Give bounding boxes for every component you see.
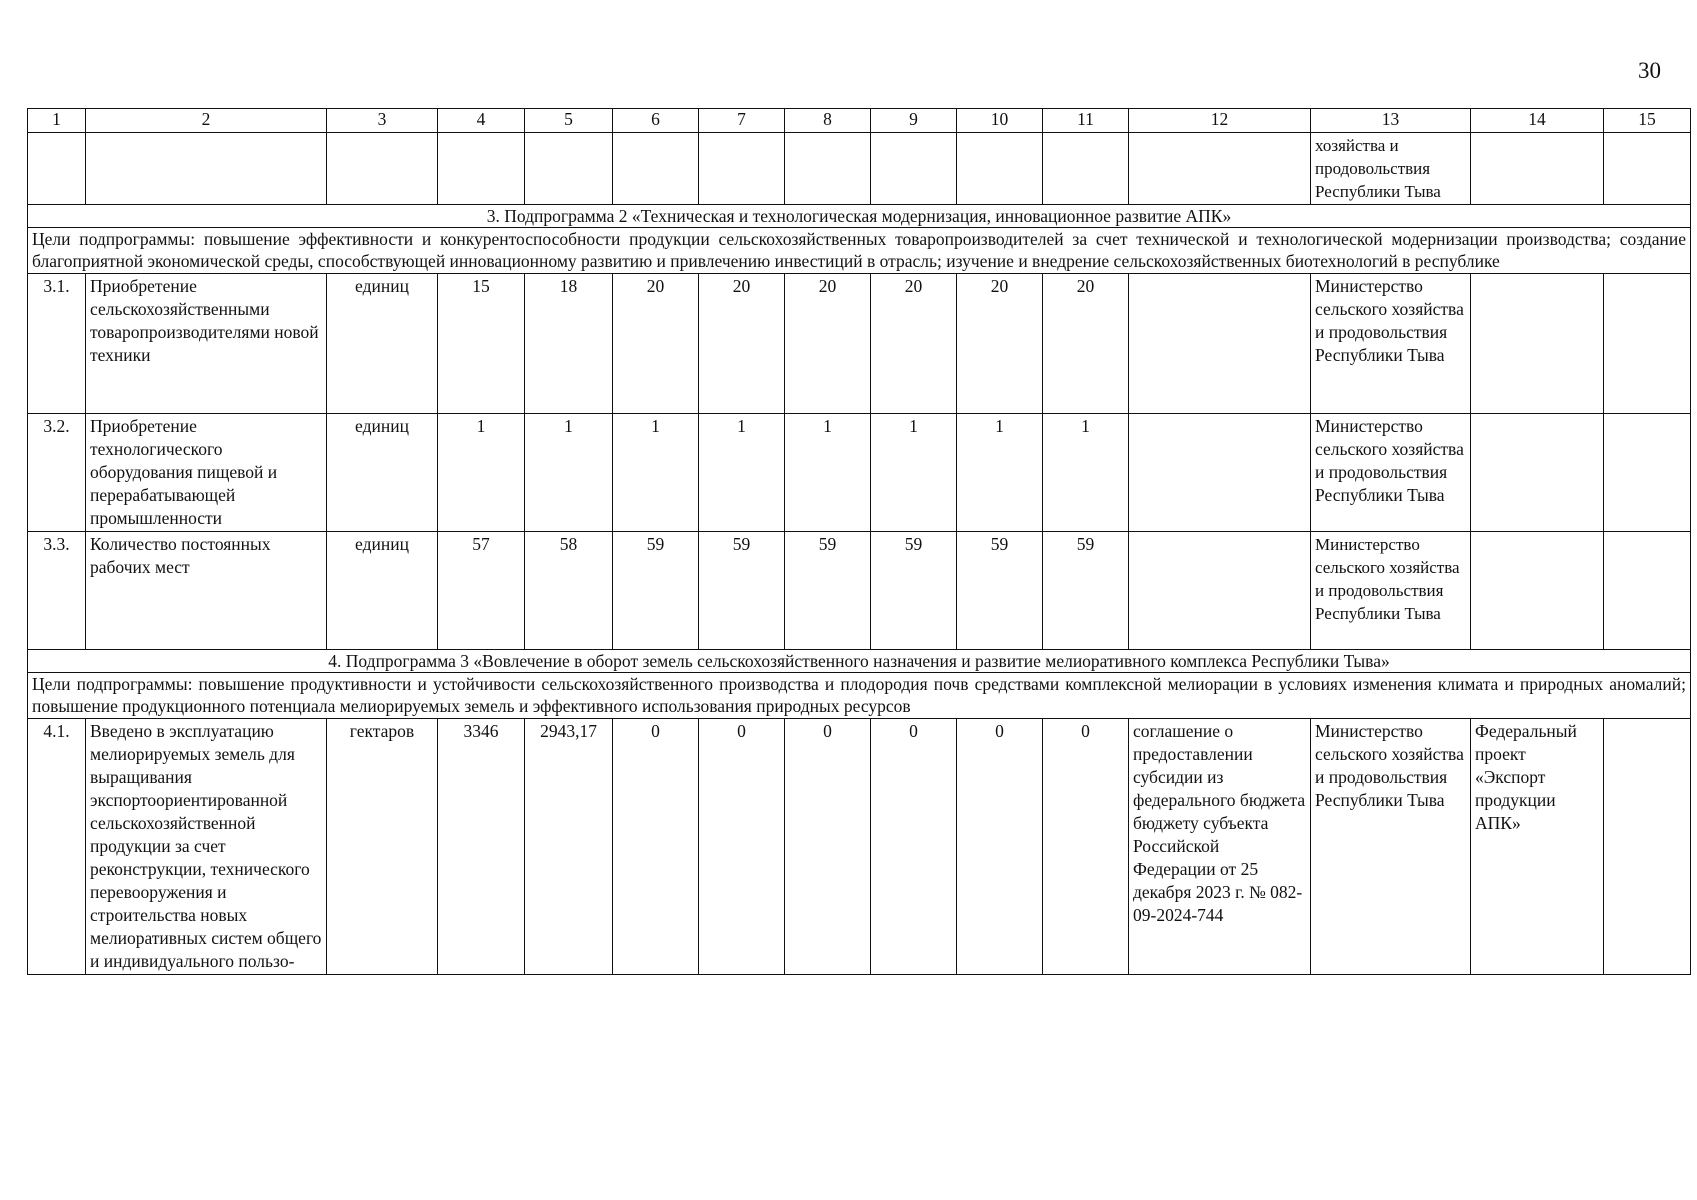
value-cell: 0 (871, 719, 957, 975)
value-cell: 18 (525, 274, 613, 414)
responsible-cell: Министерство сельского хозяйства и продовольствия Республики Тыва (1311, 719, 1471, 975)
table-row (28, 532, 1691, 650)
responsible-cell: Министерство сельского хозяйства и продовольствия Республики Тыва (1311, 414, 1471, 532)
section-goal: Цели подпрограммы: повышение продуктивности и устойчивости сельскохозяйственного производства и плодородия почв средствами комплексной мелиорации в условиях изменения климата и природных аномалий; повышение продукционного потенциала мелиорируемых земель и эффективного использования природных ресурсов (28, 673, 1691, 719)
header-cell: 4 (438, 109, 525, 133)
col15-cell (1604, 719, 1691, 975)
value-cell: 1 (957, 414, 1043, 532)
value-cell: 59 (699, 532, 785, 650)
carry-responsible-cell: хозяйства и продовольствия Республики Тыва (1311, 133, 1471, 205)
header-cell: 15 (1604, 109, 1691, 133)
row-number: 4.1. (28, 719, 86, 975)
header-cell: 12 (1129, 109, 1311, 133)
value-cell: 15 (438, 274, 525, 414)
value-cell: 0 (957, 719, 1043, 975)
header-cell: 8 (785, 109, 871, 133)
section-title: 4. Подпрограмма 3 «Вовлечение в оборот земель сельскохозяйственного назначения и развитие мелиоративного комплекса Республики Тыва» (28, 650, 1691, 673)
value-cell: 57 (438, 532, 525, 650)
indicator-name: Количество постоянных рабочих мест (86, 532, 327, 650)
section-title-row (28, 650, 1691, 673)
value-cell: 20 (699, 274, 785, 414)
header-cell: 1 (28, 109, 86, 133)
row-number: 3.3. (28, 532, 86, 650)
unit-cell: гектаров (327, 719, 438, 975)
document-cell (1129, 532, 1311, 650)
section-goal-row (28, 228, 1691, 274)
value-cell: 3346 (438, 719, 525, 975)
value-cell: 0 (785, 719, 871, 975)
value-cell: 1 (785, 414, 871, 532)
row-number: 3.2. (28, 414, 86, 532)
section-goal-row (28, 673, 1691, 719)
row-number: 3.1. (28, 274, 86, 414)
section-title: 3. Подпрограмма 2 «Техническая и технологическая модернизация, инновационное развитие АПК» (28, 205, 1691, 228)
value-cell: 20 (1043, 274, 1129, 414)
col14-cell: Федеральный проект «Экспорт продукции АПК» (1471, 719, 1604, 975)
value-cell: 59 (613, 532, 699, 650)
value-cell: 59 (785, 532, 871, 650)
indicator-name: Приобретение сельскохозяйственными товаропроизводителями новой техники (86, 274, 327, 414)
value-cell: 20 (957, 274, 1043, 414)
value-cell: 0 (1043, 719, 1129, 975)
indicator-name: Введено в эксплуатацию мелиорируемых земель для выращивания экспортоориентированной сельскохозяйственной продукции за счет реконструкции, технического перевооружения и строительства новых мелиоративных систем общего и индивидуального пользо- (86, 719, 327, 975)
value-cell: 59 (871, 532, 957, 650)
col14-cell (1471, 414, 1604, 532)
col15-cell (1604, 414, 1691, 532)
value-cell: 20 (613, 274, 699, 414)
col15-cell (1604, 274, 1691, 414)
value-cell: 2943,17 (525, 719, 613, 975)
document-cell: соглашение о предоставлении субсидии из федерального бюджета бюджету субъекта Российской Федерации от 25 декабря 2023 г. № 082-09-2024-744 (1129, 719, 1311, 975)
value-cell: 1 (871, 414, 957, 532)
document-cell (1129, 414, 1311, 532)
col14-cell (1471, 532, 1604, 650)
value-cell: 1 (525, 414, 613, 532)
header-row (28, 109, 1691, 133)
indicator-name: Приобретение технологического оборудования пищевой и перерабатывающей промышленности (86, 414, 327, 532)
unit-cell: единиц (327, 532, 438, 650)
value-cell: 1 (613, 414, 699, 532)
value-cell: 0 (613, 719, 699, 975)
responsible-cell: Министерство сельского хозяйства и продовольствия Республики Тыва (1311, 274, 1471, 414)
header-cell: 3 (327, 109, 438, 133)
header-cell: 5 (525, 109, 613, 133)
table-row (28, 414, 1691, 532)
table-row (28, 719, 1691, 975)
value-cell: 1 (1043, 414, 1129, 532)
col15-cell (1604, 532, 1691, 650)
header-cell: 2 (86, 109, 327, 133)
header-cell: 11 (1043, 109, 1129, 133)
value-cell: 59 (1043, 532, 1129, 650)
col14-cell (1471, 274, 1604, 414)
header-cell: 10 (957, 109, 1043, 133)
document-cell (1129, 274, 1311, 414)
value-cell: 20 (785, 274, 871, 414)
section-title-row (28, 205, 1691, 228)
value-cell: 59 (957, 532, 1043, 650)
indicators-table (27, 108, 1691, 975)
header-cell: 6 (613, 109, 699, 133)
responsible-cell: Министерство сельского хозяйства и продовольствия Республики Тыва (1311, 532, 1471, 650)
header-cell: 14 (1471, 109, 1604, 133)
value-cell: 1 (438, 414, 525, 532)
header-cell: 7 (699, 109, 785, 133)
header-cell: 9 (871, 109, 957, 133)
unit-cell: единиц (327, 414, 438, 532)
value-cell: 1 (699, 414, 785, 532)
carry-over-row (28, 133, 1691, 205)
header-cell: 13 (1311, 109, 1471, 133)
table-row (28, 274, 1691, 414)
unit-cell: единиц (327, 274, 438, 414)
value-cell: 58 (525, 532, 613, 650)
value-cell: 0 (699, 719, 785, 975)
section-goal: Цели подпрограммы: повышение эффективности и конкурентоспособности продукции сельскохозяйственных товаропроизводителей за счет технической и технологической модернизации производства; создание благоприятной экономической среды, способствующей инновационному развитию и привлечению инвестиций в отрасль; изучение и внедрение сельскохозяйственных биотехнологий в республике (28, 228, 1691, 274)
value-cell: 20 (871, 274, 957, 414)
page-number: 30 (1638, 58, 1661, 83)
